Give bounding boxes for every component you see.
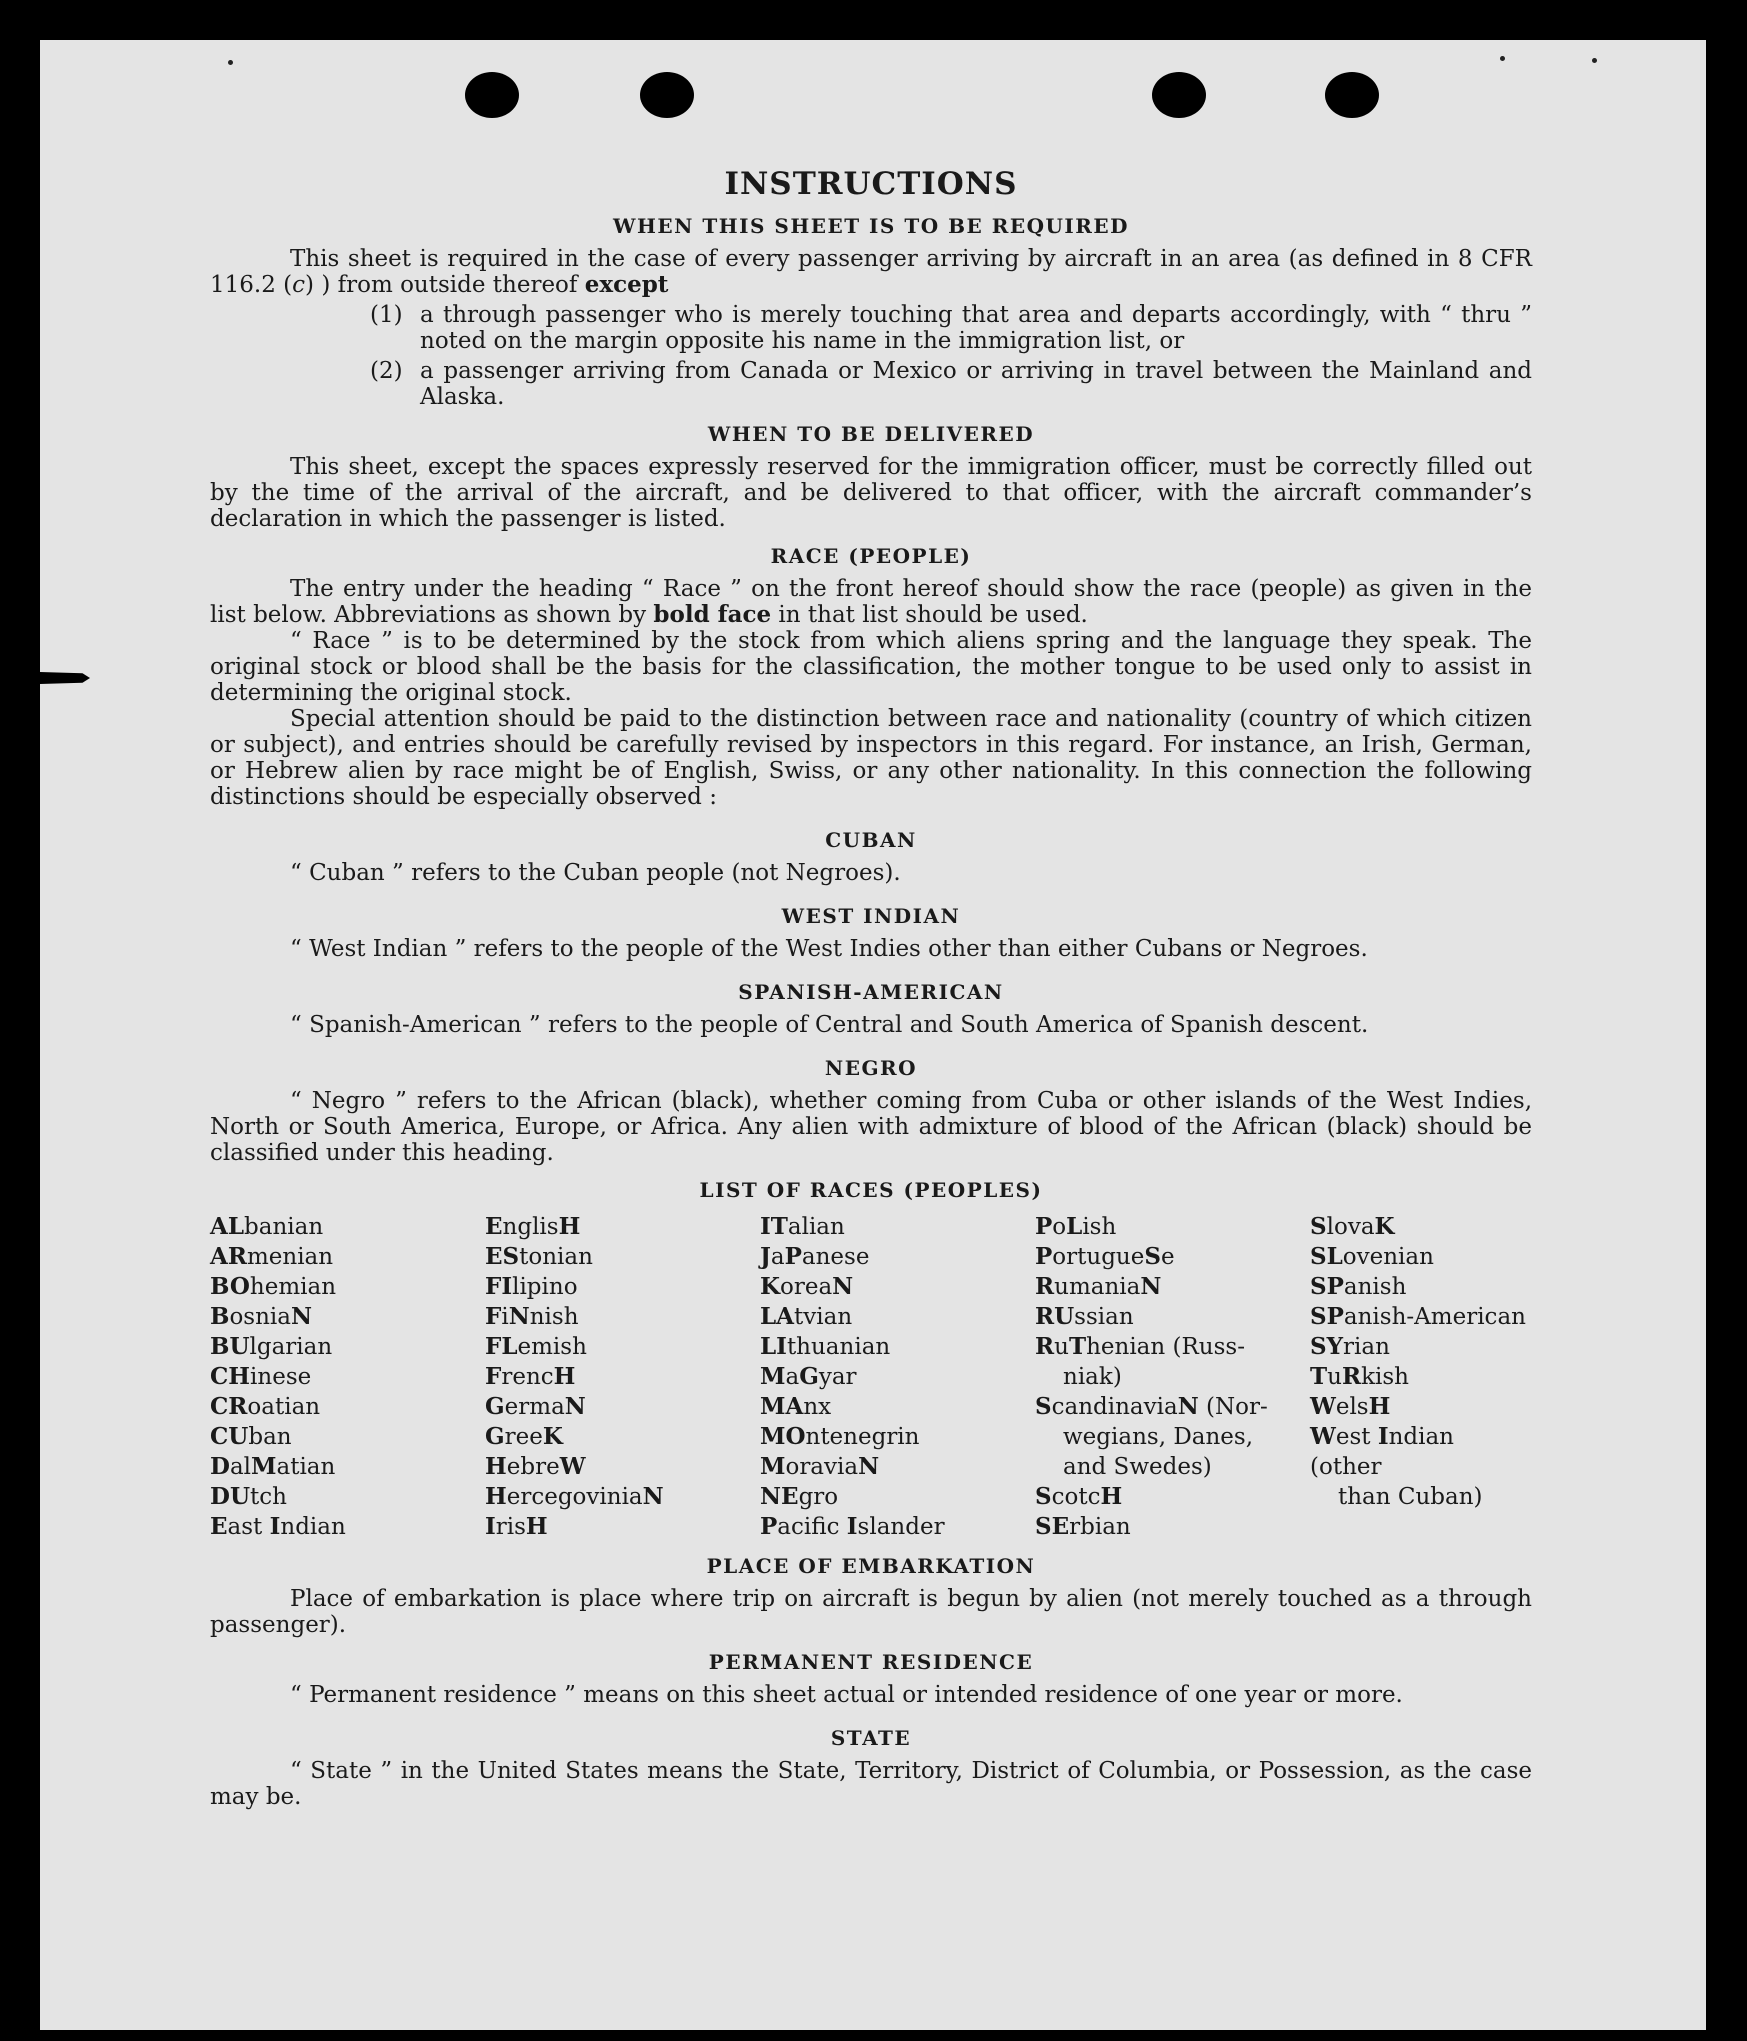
race-entry: BosniaN (210, 1303, 313, 1330)
negro-text: “ Negro ” refers to the African (black), whether coming from Cuba or other islands of the West Indies, North or South America, Europe, or Africa. Any alien with admixture of blood of the African (black) should be classified under this heading. (210, 1088, 1532, 1166)
race-entry: SPanish (1310, 1273, 1407, 1300)
race-entry: JaPanese (760, 1243, 870, 1270)
race-text: in that list should be used. (771, 602, 1088, 628)
section-heading: SPANISH-AMERICAN (738, 980, 1004, 1004)
race-entry: NEgro (760, 1483, 839, 1510)
item-number: (1) (370, 302, 403, 328)
race-entry: ScandinaviaN (Nor- (1035, 1393, 1268, 1420)
cuban-text: “ Cuban ” refers to the Cuban people (not Negroes). (290, 860, 901, 886)
section-heading: PLACE OF EMBARKATION (706, 1554, 1036, 1578)
race-text-bold: bold face (653, 601, 772, 628)
race-entry: TuRkish (1310, 1363, 1409, 1390)
race-entry: RuThenian (Russ- (1035, 1333, 1245, 1360)
state-text: “ State ” in the United States means the State, Territory, District of Columbia, or Possession, as the case may be. (210, 1758, 1532, 1810)
race-entry: PortugueSe (1035, 1243, 1175, 1270)
west-indian-text: “ West Indian ” refers to the people of the West Indies other than either Cubans or Negroes. (290, 936, 1368, 962)
spanish-american-text: “ Spanish-American ” refers to the people of Central and South America of Spanish descent. (290, 1012, 1369, 1038)
race-entry: CUban (210, 1423, 292, 1450)
race-entry-continuation: wegians, Danes, (1063, 1424, 1254, 1450)
when-delivered-text: This sheet, except the spaces expressly reserved for the immigration officer, must be correctly filled out by the time of the arrival of the aircraft, and be delivered to that officer, with the aircraft commander’s declaration in which the passenger is listed. (210, 454, 1532, 532)
exception-item (370, 302, 1532, 354)
race-entry-continuation: than Cuban) (1338, 1484, 1483, 1510)
race-entry: DUtch (210, 1483, 287, 1510)
race-entry: WelsH (1310, 1393, 1391, 1420)
race-entry: HebreW (485, 1453, 586, 1480)
race-entry: EStonian (485, 1243, 593, 1270)
section-heading: WHEN TO BE DELIVERED (707, 422, 1035, 446)
speck (1500, 56, 1505, 61)
speck (228, 60, 233, 65)
race-entry: DalMatian (210, 1453, 336, 1480)
race-list (210, 1212, 1532, 1542)
section-heading: STATE (830, 1726, 912, 1750)
edge-mark (40, 672, 90, 684)
race-column (1035, 1212, 1310, 1542)
exception-item (370, 358, 1532, 410)
race-entry: SPanish-American (1310, 1303, 1526, 1330)
punch-hole (465, 72, 519, 118)
race-entry: GreeK (485, 1423, 563, 1450)
race-entry: FLemish (485, 1333, 587, 1360)
race-entry: CRoatian (210, 1393, 321, 1420)
race-paragraph: “ Race ” is to be determined by the stock from which aliens spring and the language they speak. The original stock or blood shall be the basis for the classification, the mother tongue to be used only to assist in determining the original stock. (210, 628, 1532, 706)
section-heading: PERMANENT RESIDENCE (708, 1650, 1034, 1674)
race-entry: MaGyar (760, 1363, 857, 1390)
race-entry: RumaniaN (1035, 1273, 1162, 1300)
race-entry: SLovenian (1310, 1243, 1434, 1270)
race-entry: IrisH (485, 1513, 548, 1540)
section-heading: NEGRO (824, 1056, 918, 1080)
speck (1592, 58, 1597, 63)
residence-text: “ Permanent residence ” means on this sheet actual or intended residence of one year or more. (290, 1682, 1403, 1708)
race-entry: RUssian (1035, 1303, 1134, 1330)
race-entry: East Indian (210, 1513, 346, 1540)
section-heading: WHEN THIS SHEET IS TO BE REQUIRED (613, 214, 1129, 238)
race-entry: LAtvian (760, 1303, 853, 1330)
race-entry: LIthuanian (760, 1333, 891, 1360)
race-entry: PoLish (1035, 1213, 1117, 1240)
page-title: INSTRUCTIONS (724, 166, 1018, 202)
race-entry: ScotcH (1035, 1483, 1123, 1510)
race-entry: ALbanian (210, 1213, 324, 1240)
embarkation-text: Place of embarkation is place where trip on aircraft is begun by alien (not merely touched as a through passenger). (210, 1586, 1532, 1638)
race-entry: SErbian (1035, 1513, 1131, 1540)
section-heading: LIST OF RACES (PEOPLES) (699, 1178, 1043, 1202)
when-required-intro (210, 246, 1532, 298)
race-paragraph: Special attention should be paid to the distinction between race and nationality (country of which citizen or subject), and entries should be carefully revised by inspectors in this regard. For instance, an Irish, German, or Hebrew alien by race might be of English, Swiss, or any other nationality. In this connection the following distinctions should be especially observed : (210, 706, 1532, 810)
race-entry: Pacific Islander (760, 1513, 945, 1540)
race-entry: EnglisH (485, 1213, 581, 1240)
race-column (760, 1212, 1035, 1542)
race-entry: SlovaK (1310, 1213, 1395, 1240)
item-number: (2) (370, 358, 403, 384)
race-entry: MAnx (760, 1393, 832, 1420)
intro-text-bold: except (584, 271, 669, 298)
race-entry: BUlgarian (210, 1333, 333, 1360)
race-entry: HercegoviniaN (485, 1483, 664, 1510)
intro-text: ) ) from outside thereof (305, 272, 585, 298)
race-entry: BOhemian (210, 1273, 337, 1300)
section-heading: CUBAN (825, 828, 917, 852)
race-entry: FrencH (485, 1363, 576, 1390)
race-column (485, 1212, 760, 1542)
punch-hole (640, 72, 694, 118)
intro-text-italic: c (292, 272, 306, 298)
race-entry: West Indian (other (1310, 1423, 1454, 1480)
race-entry-continuation: niak) (1063, 1364, 1122, 1390)
race-column (1310, 1212, 1532, 1542)
race-entry: FiNnish (485, 1303, 579, 1330)
section-heading: WEST INDIAN (781, 904, 961, 928)
item-text: a through passenger who is merely touching that area and departs accordingly, with “ thru ” noted on the margin opposite his name in the immigration list, or (420, 302, 1532, 354)
race-column (210, 1212, 485, 1542)
section-heading: RACE (PEOPLE) (770, 544, 972, 568)
item-text: a passenger arriving from Canada or Mexico or arriving in travel between the Mainland and Alaska. (420, 358, 1532, 410)
race-entry: MoraviaN (760, 1453, 880, 1480)
race-entry: ARmenian (210, 1243, 334, 1270)
punch-hole (1325, 72, 1379, 118)
race-entry: KoreaN (760, 1273, 854, 1300)
instructions-content (210, 160, 1532, 1810)
race-entry: SYrian (1310, 1333, 1390, 1360)
race-text: The entry under the heading “ Race ” on the front hereof should show the race (people) as given in the list below. Abbreviations as shown by (210, 576, 1532, 628)
race-entry: CHinese (210, 1363, 312, 1390)
race-entry: MOntenegrin (760, 1423, 920, 1450)
race-paragraph (210, 576, 1532, 628)
race-entry: GermaN (485, 1393, 586, 1420)
race-entry: ITalian (760, 1213, 845, 1240)
intro-text: This sheet is required in the case of every passenger arriving by aircraft in an area (as defined in 8 CFR 116.2 ( (210, 246, 1532, 298)
race-entry-continuation: and Swedes) (1063, 1454, 1212, 1480)
race-entry: FIlipino (485, 1273, 578, 1300)
punch-hole (1152, 72, 1206, 118)
